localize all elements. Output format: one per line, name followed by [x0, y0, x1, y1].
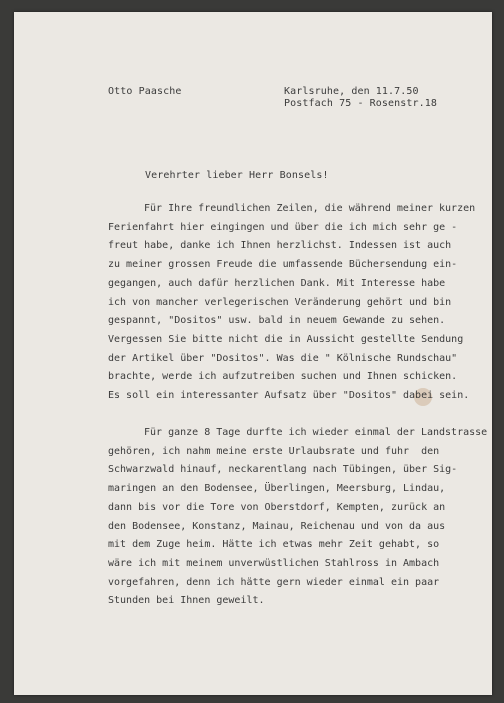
text-line: Vergessen Sie bitte nicht die in Aussicht gestellte Sendung	[108, 333, 464, 345]
text-line: Stunden bei Ihnen geweilt.	[108, 595, 265, 607]
text-line: freut habe, danke ich Ihnen herzlichst. Indessen ist auch	[108, 240, 452, 252]
text-line: den Bodensee, Konstanz, Mainau, Reichenau und von da aus	[108, 520, 446, 532]
text-line: Ferienfahrt hier eingingen und über die ich mich sehr ge -	[108, 221, 458, 233]
text-line: gehören, ich nahm meine erste Urlaubsrate und fuhr den	[108, 445, 440, 457]
text-line: vorgefahren, denn ich hätte gern wieder einmal ein paar	[108, 576, 440, 588]
salutation: Verehrter lieber Herr Bonsels!	[145, 170, 329, 181]
text-line: gespannt, "Dositos" usw. bald in neuem Gewande zu sehen.	[108, 315, 446, 327]
text-line: wäre ich mit meinem unverwüstlichen Stahlross in Ambach	[108, 557, 440, 569]
text-line: gegangen, auch dafür herzlichen Dank. Mit Interesse habe	[108, 277, 446, 289]
paragraph-1	[108, 200, 475, 406]
sender-name: Otto Paasche	[108, 86, 182, 97]
text-line: brachte, werde ich aufzutreiben suchen und Ihnen schicken.	[108, 371, 458, 383]
text-line: mit dem Zuge heim. Hätte ich etwas mehr Zeit gehabt, so	[108, 539, 440, 551]
text-line: dann bis vor die Tore von Oberstdorf, Kempten, zurück an	[108, 501, 446, 513]
place-date: Karlsruhe, den 11.7.50	[284, 86, 419, 97]
text-line: ich von mancher verlegerischen Veränderung gehört und bin	[108, 296, 452, 308]
text-line: zu meiner grossen Freude die umfassende Büchersendung ein-	[108, 259, 458, 271]
text-line: Für ganze 8 Tage durfte ich wieder einmal der Landstrasse	[144, 427, 488, 438]
text-line: Schwarzwald hinauf, neckarentlang nach Tübingen, über Sig-	[108, 464, 458, 476]
text-line: Es soll ein interessanter Aufsatz über "Dositos" dabei sein.	[108, 390, 470, 402]
text-line: maringen an den Bodensee, Überlingen, Meersburg, Lindau,	[108, 483, 446, 495]
text-line: der Artikel über "Dositos". Was die " Kölnische Rundschau"	[108, 352, 458, 364]
paragraph-2	[108, 424, 487, 611]
text-line: Für Ihre freundlichen Zeilen, die während meiner kurzen	[144, 203, 476, 214]
sender-address: Postfach 75 - Rosenstr.18	[284, 98, 438, 109]
